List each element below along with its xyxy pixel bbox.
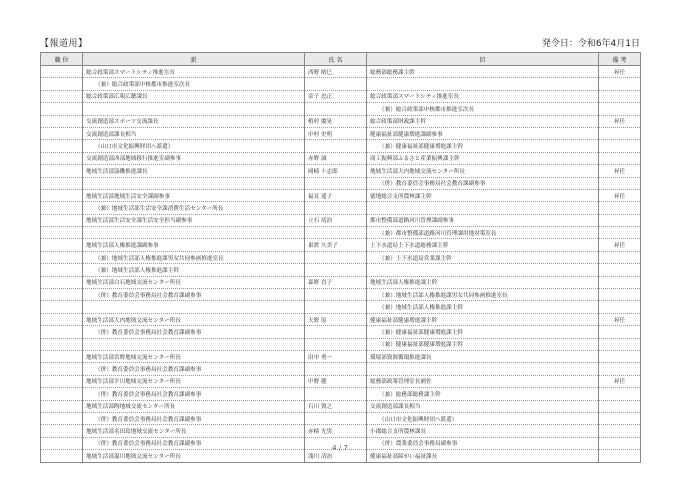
personnel-table xyxy=(40,52,641,463)
name-cell xyxy=(305,289,367,301)
table-row xyxy=(41,375,641,387)
old-position-cell xyxy=(367,264,599,276)
old-position-cell: 都市整備部道路河川管理課副参事 xyxy=(367,214,599,226)
table-row xyxy=(41,412,641,424)
old-position-cell: 総合政策部財政課主幹 xyxy=(367,115,599,127)
rank-cell xyxy=(41,276,83,288)
new-position-cell: （兼）総合政策部中核都市推進室次長 xyxy=(83,78,305,90)
name-cell: 岡崎 十志郎 xyxy=(305,165,367,177)
name-cell: 石川 資之 xyxy=(305,400,367,412)
new-position-cell: 交流創造部課長相当 xyxy=(83,127,305,139)
col-old-header: 旧 xyxy=(367,53,599,66)
old-position-cell: 総務部政策管理室長補佐 xyxy=(367,375,599,387)
remarks-cell xyxy=(599,412,641,424)
table-row xyxy=(41,127,641,139)
rank-cell xyxy=(41,388,83,400)
rank-cell xyxy=(41,227,83,239)
rank-cell xyxy=(41,338,83,350)
col-remarks-header: 備 考 xyxy=(599,53,641,66)
remarks-cell xyxy=(599,78,641,90)
old-position-cell: 環境部資源循環推進課長 xyxy=(367,350,599,362)
press-label: 【報道用】 xyxy=(40,39,88,49)
name-cell xyxy=(305,177,367,189)
name-cell: 淺川 清治 xyxy=(305,450,367,462)
rank-cell xyxy=(41,90,83,102)
table-row xyxy=(41,301,641,313)
old-position-cell: 地域生活部人権推進課主幹 xyxy=(367,276,599,288)
old-position-cell xyxy=(367,202,599,214)
rank-cell xyxy=(41,239,83,251)
new-position-cell: 地域生活部平川地域交流センター所長 xyxy=(83,375,305,387)
remarks-cell xyxy=(599,202,641,214)
rank-cell xyxy=(41,66,83,78)
name-cell: 東渡 久美子 xyxy=(305,239,367,251)
name-cell xyxy=(305,251,367,263)
remarks-cell: 昇任 xyxy=(599,313,641,325)
remarks-cell xyxy=(599,425,641,437)
old-position-cell: 総合政策部スマートシティ推進室長 xyxy=(367,90,599,102)
old-position-cell: （兼）健康福祉部健康増進課主幹 xyxy=(367,140,599,152)
new-position-cell: 地域生活部協働推進課長 xyxy=(83,165,305,177)
rank-cell xyxy=(41,363,83,375)
issue-date: 発令日：令和6年4月1日 xyxy=(541,39,640,49)
table-row xyxy=(41,400,641,412)
name-cell: 田中 勇一 xyxy=(305,350,367,362)
old-position-cell: （兼）地域生活部人権推進課男女共同参画推進室長 xyxy=(367,289,599,301)
table-row xyxy=(41,177,641,189)
remarks-cell xyxy=(599,301,641,313)
remarks-cell xyxy=(599,103,641,115)
rank-cell xyxy=(41,350,83,362)
rank-cell xyxy=(41,251,83,263)
rank-cell xyxy=(41,152,83,164)
new-position-cell: 交流創造部西部地域移行推進室副参事 xyxy=(83,152,305,164)
old-position-cell: （兼）総務部総務課主幹 xyxy=(367,388,599,400)
new-position-cell: （併）教育委員会事務局社会教育課副参事 xyxy=(83,363,305,375)
table-row xyxy=(41,338,641,350)
table-row xyxy=(41,388,641,400)
new-position-cell: （山口市文化振興財団へ派遣） xyxy=(83,140,305,152)
remarks-cell xyxy=(599,152,641,164)
table-row xyxy=(41,165,641,177)
rank-cell xyxy=(41,425,83,437)
new-position-cell: （併）教育委員会事務局社会教育課副参事 xyxy=(83,412,305,424)
new-position-cell: 総合政策部広報広聴課長 xyxy=(83,90,305,102)
new-position-cell xyxy=(83,338,305,350)
remarks-cell xyxy=(599,400,641,412)
name-cell: 天野 原 xyxy=(305,313,367,325)
new-position-cell: 地域生活部生活安全課生活安全担当副参事 xyxy=(83,214,305,226)
name-cell xyxy=(305,326,367,338)
old-position-cell: 健康福祉部健康増進課主幹 xyxy=(367,313,599,325)
table-row xyxy=(41,140,641,152)
remarks-cell xyxy=(599,227,641,239)
table-row xyxy=(41,264,641,276)
rank-cell xyxy=(41,140,83,152)
remarks-cell: 昇任 xyxy=(599,165,641,177)
table-row xyxy=(41,227,641,239)
new-position-cell xyxy=(83,177,305,189)
rank-cell xyxy=(41,78,83,90)
old-position-cell: （併）教育委員会事務局社会教育課副参事 xyxy=(367,177,599,189)
new-position-cell: （併）教育委員会事務局社会教育課副参事 xyxy=(83,437,305,449)
remarks-cell xyxy=(599,127,641,139)
old-position-cell: （併）農業委員会事務局副参事 xyxy=(367,437,599,449)
name-cell xyxy=(305,388,367,400)
old-position-cell: （兼）都市整備部道路河川管理課用地対策室長 xyxy=(367,227,599,239)
old-position-cell: 商工振興部ふるさと産業振興課主幹 xyxy=(367,152,599,164)
new-position-cell xyxy=(83,301,305,313)
table-row xyxy=(41,326,641,338)
name-cell xyxy=(305,78,367,90)
rank-cell xyxy=(41,115,83,127)
remarks-cell: 昇任 xyxy=(599,189,641,201)
old-position-cell: 健康福祉部障がい福祉課長 xyxy=(367,450,599,462)
remarks-cell xyxy=(599,276,641,288)
name-cell xyxy=(305,412,367,424)
rank-cell xyxy=(41,127,83,139)
rank-cell xyxy=(41,214,83,226)
name-cell: 中野 健 xyxy=(305,375,367,387)
new-position-cell: （併）教育委員会事務局社会教育課副参事 xyxy=(83,326,305,338)
remarks-cell xyxy=(599,388,641,400)
name-cell xyxy=(305,264,367,276)
remarks-cell xyxy=(599,214,641,226)
rank-cell xyxy=(41,103,83,115)
old-position-cell: 地域生活部大内地域交流センター所長 xyxy=(367,165,599,177)
remarks-cell xyxy=(599,363,641,375)
rank-cell xyxy=(41,177,83,189)
name-cell xyxy=(305,338,367,350)
name-cell: 森野 直子 xyxy=(305,276,367,288)
table-row xyxy=(41,313,641,325)
remarks-cell xyxy=(599,90,641,102)
col-rank-header: 職 位 xyxy=(41,53,83,66)
table-row xyxy=(41,350,641,362)
name-cell xyxy=(305,363,367,375)
table-row xyxy=(41,363,641,375)
name-cell xyxy=(305,227,367,239)
name-cell: 中村 史明 xyxy=(305,127,367,139)
remarks-cell: 昇任 xyxy=(599,115,641,127)
old-position-cell: （兼）上下水道局営業課主幹 xyxy=(367,251,599,263)
old-position-cell: 交流創造部課長相当 xyxy=(367,400,599,412)
rank-cell xyxy=(41,375,83,387)
new-position-cell: （兼）地域生活部生活安全課消費生活センター所長 xyxy=(83,202,305,214)
table-row xyxy=(41,66,641,78)
new-position-cell: （兼）地域生活部人権推進課男女共同参画推進室長 xyxy=(83,251,305,263)
name-cell xyxy=(305,301,367,313)
name-cell: 赤野 誠 xyxy=(305,152,367,164)
rank-cell xyxy=(41,189,83,201)
remarks-cell xyxy=(599,251,641,263)
remarks-cell xyxy=(599,140,641,152)
table-row xyxy=(41,152,641,164)
old-position-cell: 健康福祉部健康増進課副参事 xyxy=(367,127,599,139)
remarks-cell xyxy=(599,264,641,276)
rank-cell xyxy=(41,301,83,313)
rank-cell xyxy=(41,313,83,325)
col-name-header: 氏 名 xyxy=(305,53,367,66)
name-cell xyxy=(305,202,367,214)
rank-cell xyxy=(41,400,83,412)
new-position-cell: 地域生活部人権推進課副参事 xyxy=(83,239,305,251)
name-cell: 西野 晴巳 xyxy=(305,66,367,78)
table-row xyxy=(41,239,641,251)
new-position-cell: 地域生活部地域生活安全課副参事 xyxy=(83,189,305,201)
table-header-row xyxy=(41,53,641,66)
new-position-cell: 地域生活部大内地域交流センター所長 xyxy=(83,313,305,325)
old-position-cell: （兼）地域生活部人権推進課主幹 xyxy=(367,301,599,313)
remarks-cell xyxy=(599,338,641,350)
remarks-cell xyxy=(599,326,641,338)
new-position-cell: （併）教育委員会事務局社会教育課副参事 xyxy=(83,289,305,301)
table-row xyxy=(41,214,641,226)
remarks-cell xyxy=(599,177,641,189)
new-position-cell: 交流創造部スポーツ交流課長 xyxy=(83,115,305,127)
table-row xyxy=(41,251,641,263)
remarks-cell: 昇任 xyxy=(599,66,641,78)
old-position-cell xyxy=(367,78,599,90)
old-position-cell: 上下水道局上下水道総務課主幹 xyxy=(367,239,599,251)
name-cell: 福見 遥子 xyxy=(305,189,367,201)
old-position-cell xyxy=(367,363,599,375)
col-new-header: 新 xyxy=(83,53,305,66)
old-position-cell: 徳地総合支所農林課主幹 xyxy=(367,189,599,201)
rank-cell xyxy=(41,412,83,424)
remarks-cell xyxy=(599,289,641,301)
new-position-cell: 地域生活部陶地域交流センター所長 xyxy=(83,400,305,412)
table-row xyxy=(41,276,641,288)
table-row xyxy=(41,90,641,102)
name-cell: 赤崎 光男 xyxy=(305,425,367,437)
rank-cell xyxy=(41,165,83,177)
old-position-cell: （兼）総合政策部中核都市推進室次長 xyxy=(367,103,599,115)
new-position-cell: （併）教育委員会事務局社会教育課副参事 xyxy=(83,388,305,400)
old-position-cell: （山口市文化振興財団へ派遣） xyxy=(367,412,599,424)
table-row xyxy=(41,202,641,214)
new-position-cell: 地域生活部宮野地域交流センター所長 xyxy=(83,350,305,362)
old-position-cell: 小郡総合支所農林課長 xyxy=(367,425,599,437)
old-position-cell: 総務部総務課主幹 xyxy=(367,66,599,78)
remarks-cell: 昇任 xyxy=(599,375,641,387)
new-position-cell xyxy=(83,227,305,239)
name-cell: 金子 忠正 xyxy=(305,90,367,102)
rank-cell xyxy=(41,202,83,214)
new-position-cell xyxy=(83,103,305,115)
rank-cell xyxy=(41,264,83,276)
name-cell: 立石 靖治 xyxy=(305,214,367,226)
table-row xyxy=(41,78,641,90)
name-cell xyxy=(305,140,367,152)
new-position-cell: 地域生活部名田島地域交流センター所長 xyxy=(83,425,305,437)
name-cell xyxy=(305,103,367,115)
table-row xyxy=(41,115,641,127)
new-position-cell: 総合政策部スマートシティ推進室長 xyxy=(83,66,305,78)
page-number: 4 / 7 xyxy=(332,444,348,452)
remarks-cell xyxy=(599,350,641,362)
table-row xyxy=(41,289,641,301)
table-row xyxy=(41,189,641,201)
remarks-cell: 昇任 xyxy=(599,239,641,251)
table-row xyxy=(41,425,641,437)
new-position-cell: （兼）地域生活部人権推進課主幹 xyxy=(83,264,305,276)
table-row xyxy=(41,103,641,115)
rank-cell xyxy=(41,326,83,338)
new-position-cell: 地域生活部嘉川地域交流センター所長 xyxy=(83,450,305,462)
new-position-cell: 地域生活部白石地域交流センター所長 xyxy=(83,276,305,288)
old-position-cell: （兼）健康福祉部健康増進課主幹 xyxy=(367,338,599,350)
name-cell: 植村 慶晃 xyxy=(305,115,367,127)
old-position-cell: （兼）健康福祉部健康増進課主幹 xyxy=(367,326,599,338)
rank-cell xyxy=(41,289,83,301)
